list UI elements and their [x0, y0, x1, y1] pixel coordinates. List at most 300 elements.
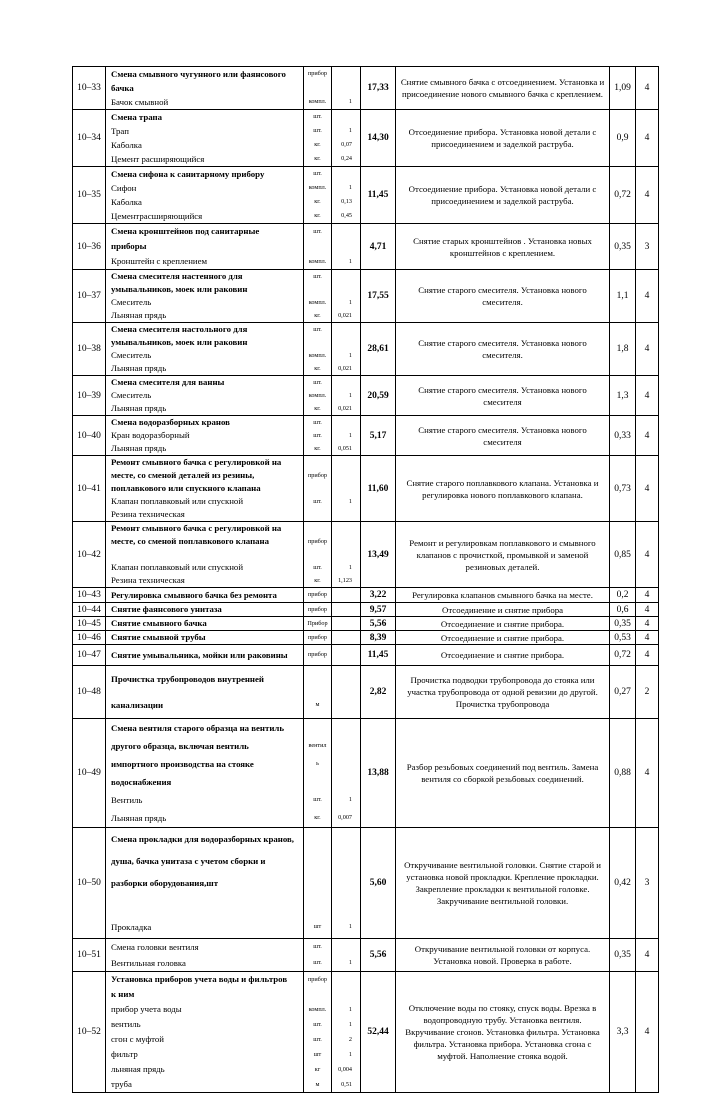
item-units: [304, 376, 332, 416]
quantity-value: [334, 469, 358, 482]
material-line: Льняная прядь: [111, 443, 167, 453]
item-units: [304, 631, 332, 645]
material-line: фильтр: [111, 1049, 138, 1059]
material-line: Льняная прядь: [111, 403, 167, 413]
item-units: [304, 939, 332, 972]
quantity-value: 0,13: [341, 198, 352, 205]
quantity-value: [334, 666, 358, 692]
work-title-line: Смена смесителя настольного для: [111, 324, 248, 334]
quantity-value: [334, 617, 358, 630]
item-name: [106, 456, 304, 522]
material-line: прибор учета воды: [111, 1004, 182, 1014]
item-quantities: [332, 270, 361, 323]
work-title-line: приборы: [111, 241, 147, 251]
quantity-value: 1: [348, 392, 352, 399]
item-coefficient: 0,35: [610, 617, 636, 631]
unit-value: кг.: [314, 312, 321, 319]
item-price: 3,22: [361, 588, 396, 603]
quantity-value: [334, 872, 358, 894]
item-code: 10–46: [73, 631, 106, 645]
unit-value: [306, 548, 329, 561]
unit-value: прибор: [307, 651, 328, 658]
item-description: Откручивание вентильной головки. Снятие старой и установка новой прокладки. Крепление прокладки. Закрепление прокладки к вентильной головке. Закручивание вентильной головки.: [396, 828, 610, 939]
work-title-line: Установка приборов учета воды и фильтров: [111, 974, 288, 984]
item-description: Отсоединение прибора. Установка новой детали с присоединением и заделкой раструба.: [396, 110, 610, 167]
unit-value: [306, 773, 329, 791]
unit-value: компл.: [308, 184, 327, 191]
work-title-line: Смена смесителя настенного для: [111, 271, 243, 281]
item-coefficient: 0,72: [610, 645, 636, 666]
unit-value: [306, 508, 329, 521]
item-price: 13,49: [361, 522, 396, 588]
material-line: вентиль: [111, 1019, 141, 1029]
unit-value: кг.: [314, 814, 321, 821]
table-row: [73, 167, 659, 224]
quantity-value: [334, 755, 358, 773]
item-code: 10–48: [73, 666, 106, 719]
item-code: 10–33: [73, 67, 106, 110]
item-units: [304, 828, 332, 939]
item-description: Отключение воды по стояку, спуск воды. Врезка в водопроводную трубу. Установка вентиля. Вкручивание сгонов. Установка фильтра. Установка фильтра. Установка прибора. Установка сгона с муфтой. Наполнение стояка водой.: [396, 972, 610, 1093]
item-name: [106, 666, 304, 719]
item-coefficient: 0,35: [610, 939, 636, 972]
unit-value: кг.: [314, 577, 321, 584]
unit-value: прибор: [307, 606, 328, 613]
item-description: Снятие смывного бачка с отсоединением. Установка и присоединение нового смывного бачка с креплением.: [396, 67, 610, 110]
unit-value: [306, 872, 329, 894]
item-coefficient: 0,42: [610, 828, 636, 939]
item-code: 10–51: [73, 939, 106, 972]
item-price: 14,30: [361, 110, 396, 167]
item-price: 9,57: [361, 603, 396, 617]
material-line: Кран водоразборный: [111, 430, 190, 440]
unit-value: прибор: [307, 472, 328, 479]
item-quantities: [332, 224, 361, 270]
unit-value: шт.: [313, 1021, 322, 1028]
work-title-line: Прочистка трубопроводов внутренней: [111, 674, 264, 684]
quantity-value: 1: [348, 184, 352, 191]
material-line: Льняная прядь: [111, 813, 167, 823]
item-coefficient: 0,6: [610, 603, 636, 617]
item-description: Снятие старого смесителя. Установка нового смесителя: [396, 416, 610, 456]
item-price: 11,45: [361, 645, 396, 666]
unit-value: м: [315, 701, 320, 708]
unit-value: ь: [316, 760, 319, 767]
unit-value: шт.: [313, 432, 322, 439]
quantity-value: 0,004: [338, 1066, 352, 1073]
quantity-value: 1: [348, 498, 352, 505]
item-quantities: [332, 972, 361, 1093]
unit-value: шт.: [313, 228, 322, 235]
item-units: [304, 588, 332, 603]
item-price: 2,82: [361, 666, 396, 719]
unit-value: кг.: [314, 365, 321, 372]
quantity-value: 1: [348, 1051, 352, 1058]
table-row: [73, 666, 659, 719]
unit-value: шт.: [313, 113, 322, 120]
item-quantities: [332, 376, 361, 416]
material-line: Каболка: [111, 140, 142, 150]
item-price: 5,17: [361, 416, 396, 456]
quantity-value: [334, 482, 358, 495]
table-row: [73, 972, 659, 1093]
item-grade: 4: [636, 972, 659, 1093]
quantity-value: [334, 548, 358, 561]
item-name: [106, 376, 304, 416]
work-title-line: Смена кронштейнов под санитарные: [111, 226, 260, 236]
quantity-value: [334, 167, 358, 181]
table-row: [73, 631, 659, 645]
unit-value: компл.: [308, 258, 327, 265]
table-row: [73, 645, 659, 666]
work-title-line: Снятие умывальника, мойки или раковины: [111, 650, 288, 660]
item-grade: 4: [636, 416, 659, 456]
table-row: [73, 323, 659, 376]
unit-value: [306, 239, 329, 254]
item-description: Прочистка подводки трубопровода до стояка или участка трубопровода от одной ревизии до другой. Прочистка трубопровода: [396, 666, 610, 719]
item-grade: 4: [636, 588, 659, 603]
item-grade: 4: [636, 167, 659, 224]
item-code: 10–52: [73, 972, 106, 1093]
work-title-line: Смена вентиля старого образца на вентиль: [111, 723, 284, 733]
item-code: 10–45: [73, 617, 106, 631]
item-name: [106, 828, 304, 939]
work-title-line: Снятие фаянсового унитаза: [111, 604, 222, 614]
table-row: [73, 376, 659, 416]
unit-value: [306, 666, 329, 692]
material-line: Смеситель: [111, 350, 152, 360]
unit-value: [306, 828, 329, 850]
work-title-line: Смена сифона к санитарному прибору: [111, 169, 265, 179]
material-line: льняная прядь: [111, 1064, 165, 1074]
quantity-value: [334, 224, 358, 239]
quantity-value: [334, 828, 358, 850]
work-title-line: Смена прокладки для водоразборных кранов,: [111, 834, 294, 844]
item-grade: 4: [636, 603, 659, 617]
quantity-value: 0,021: [338, 405, 352, 412]
unit-value: [306, 850, 329, 872]
quantity-value: 1: [348, 127, 352, 134]
unit-value: компл.: [308, 299, 327, 306]
item-quantities: [332, 323, 361, 376]
item-coefficient: 3,3: [610, 972, 636, 1093]
material-line: [108, 894, 301, 916]
item-name: [106, 645, 304, 666]
unit-value: [306, 283, 329, 296]
item-price: 4,71: [361, 224, 396, 270]
item-code: 10–42: [73, 522, 106, 588]
item-coefficient: 1,1: [610, 270, 636, 323]
item-description: Ремонт и регулировкам поплавкового и смывного клапанов с прочисткой, промывкой и заменой резиновых деталей.: [396, 522, 610, 588]
item-name: [106, 522, 304, 588]
table-row: [73, 110, 659, 167]
quantity-value: 0,51: [341, 1081, 352, 1088]
table-row: [73, 588, 659, 603]
quantity-value: 1: [348, 432, 352, 439]
quantity-value: 1: [348, 258, 352, 265]
item-coefficient: 0,33: [610, 416, 636, 456]
unit-value: [306, 336, 329, 349]
item-price: 11,60: [361, 456, 396, 522]
material-line: труба: [111, 1079, 132, 1089]
work-title-line: умывальников, моек или раковин: [111, 284, 248, 294]
item-quantities: [332, 617, 361, 631]
quantity-value: [334, 588, 358, 602]
item-price: 17,55: [361, 270, 396, 323]
work-title-line: Снятие смывной трубы: [111, 632, 206, 642]
quantity-value: [334, 81, 358, 95]
work-title-line: умывальников, моек или раковин: [111, 337, 248, 347]
item-grade: 2: [636, 666, 659, 719]
unit-value: прибор: [307, 634, 328, 641]
item-grade: 4: [636, 631, 659, 645]
unit-value: шт.: [313, 273, 322, 280]
item-price: 52,44: [361, 972, 396, 1093]
item-coefficient: 1,3: [610, 376, 636, 416]
item-description: Снятие старого смесителя. Установка нового смесителя.: [396, 270, 610, 323]
quantity-value: [334, 972, 358, 987]
item-units: [304, 456, 332, 522]
quantity-value: 0,24: [341, 155, 352, 162]
table-row: [73, 603, 659, 617]
item-price: 28,61: [361, 323, 396, 376]
quantity-value: [334, 67, 358, 81]
unit-value: шт.: [313, 1036, 322, 1043]
item-grade: 4: [636, 719, 659, 828]
quantity-value: 1: [348, 352, 352, 359]
quantity-value: 0,021: [338, 312, 352, 319]
unit-value: прибор: [307, 538, 328, 545]
quantity-value: [334, 603, 358, 616]
unit-value: шт.: [313, 796, 322, 803]
item-units: [304, 224, 332, 270]
item-quantities: [332, 167, 361, 224]
unit-value: Прибор: [307, 620, 328, 627]
item-units: [304, 972, 332, 1093]
item-grade: 4: [636, 110, 659, 167]
table-row: [73, 719, 659, 828]
quantity-value: 1: [348, 923, 352, 930]
item-units: [304, 110, 332, 167]
unit-value: кг.: [314, 155, 321, 162]
quantity-value: 1: [348, 299, 352, 306]
quantity-value: [334, 894, 358, 916]
item-name: [106, 603, 304, 617]
item-code: 10–44: [73, 603, 106, 617]
quantity-value: [334, 522, 358, 535]
item-description: Отсоединение прибора. Установка новой детали с присоединением и заделкой раструба.: [396, 167, 610, 224]
work-title-line: месте, со сменой деталей из резины,: [111, 470, 255, 480]
unit-value: шт.: [313, 326, 322, 333]
unit-value: прибор: [307, 70, 328, 77]
table-row: [73, 522, 659, 588]
item-description: Отсоединение и снятие прибора.: [396, 645, 610, 666]
item-units: [304, 522, 332, 588]
item-coefficient: 0,53: [610, 631, 636, 645]
unit-value: кг.: [314, 198, 321, 205]
item-description: Регулировка клапанов смывного бачка на месте.: [396, 588, 610, 603]
unit-value: шт: [313, 923, 322, 930]
material-line: Резина техническая: [111, 509, 185, 519]
unit-value: компл.: [308, 98, 327, 105]
item-grade: 4: [636, 939, 659, 972]
quantity-value: 1: [348, 959, 352, 966]
unit-value: шт.: [313, 379, 322, 386]
item-code: 10–50: [73, 828, 106, 939]
item-coefficient: 1,09: [610, 67, 636, 110]
item-quantities: [332, 110, 361, 167]
material-line: Каболка: [111, 197, 142, 207]
item-name: [106, 416, 304, 456]
unit-value: компл.: [308, 392, 327, 399]
material-line: Сифон: [111, 183, 137, 193]
material-line: Смеситель: [111, 390, 152, 400]
table-row: [73, 939, 659, 972]
item-description: Отсоединение и снятие прибора.: [396, 631, 610, 645]
quantity-value: 0,07: [341, 141, 352, 148]
item-code: 10–47: [73, 645, 106, 666]
unit-value: компл.: [308, 1006, 327, 1013]
work-title-line: месте, со сменой поплавкового клапана: [111, 536, 270, 546]
unit-value: [306, 894, 329, 916]
item-name: [106, 224, 304, 270]
quantity-value: [334, 939, 358, 955]
work-title-line: другого образца, включая вентиль: [111, 741, 249, 751]
work-title-line: к ним: [111, 989, 135, 999]
item-price: 8,39: [361, 631, 396, 645]
item-name: [106, 617, 304, 631]
item-units: [304, 666, 332, 719]
item-quantities: [332, 588, 361, 603]
material-line: Резина техническая: [111, 575, 185, 585]
item-grade: 4: [636, 617, 659, 631]
item-code: 10–37: [73, 270, 106, 323]
material-line: Клапан поплавковый или спускной: [111, 562, 244, 572]
work-title-line: бачка: [111, 83, 134, 93]
quantity-value: [334, 508, 358, 521]
unit-value: прибор: [307, 591, 328, 598]
item-code: 10–38: [73, 323, 106, 376]
quantity-value: [334, 270, 358, 283]
quantity-value: [334, 239, 358, 254]
quantity-value: 1: [348, 796, 352, 803]
quantity-value: [334, 850, 358, 872]
item-quantities: [332, 603, 361, 617]
item-price: 13,88: [361, 719, 396, 828]
item-code: 10–39: [73, 376, 106, 416]
item-code: 10–43: [73, 588, 106, 603]
item-name: [106, 323, 304, 376]
item-units: [304, 645, 332, 666]
quantity-value: [334, 535, 358, 548]
item-price: 20,59: [361, 376, 396, 416]
item-quantities: [332, 939, 361, 972]
quantity-value: [334, 323, 358, 336]
item-quantities: [332, 645, 361, 666]
unit-value: [306, 987, 329, 1002]
item-units: [304, 167, 332, 224]
material-line: Льняная прядь: [111, 363, 167, 373]
item-code: 10–35: [73, 167, 106, 224]
item-coefficient: 0,85: [610, 522, 636, 588]
item-description: Снятие старого поплавкового клапана. Установка и регулировка нового поплавкового клапана.: [396, 456, 610, 522]
item-quantities: [332, 522, 361, 588]
item-description: Отсоединение и снятие прибора.: [396, 617, 610, 631]
quantity-value: [334, 773, 358, 791]
item-coefficient: 1,8: [610, 323, 636, 376]
material-line: Кронштейн с креплением: [111, 256, 208, 266]
work-title-line: импортного производства на стояке: [111, 759, 254, 769]
item-name: [106, 972, 304, 1093]
material-line: Цементрасширяющийся: [111, 211, 203, 221]
unit-value: м: [315, 1081, 320, 1088]
item-price: 5,56: [361, 617, 396, 631]
item-description: Откручивание вентильной головки от корпуса. Установка новой. Проверка в работе.: [396, 939, 610, 972]
work-title-line: Смена смывного чугунного или фаянсового: [111, 69, 286, 79]
table-row: [73, 456, 659, 522]
unit-value: [306, 522, 329, 535]
work-title-line: душа, бачка унитаза с учетом сборки и: [111, 856, 266, 866]
unit-value: шт.: [313, 127, 322, 134]
item-description: Разбор резьбовых соединений под вентиль. Замена вентиля со сборкой резьбовых соединений.: [396, 719, 610, 828]
work-title-line: Смена водоразборных кранов: [111, 417, 230, 427]
unit-value: кг.: [314, 141, 321, 148]
unit-value: вентил: [308, 742, 327, 749]
item-coefficient: 0,9: [610, 110, 636, 167]
work-title-line: поплавкового или спускного клапана: [111, 483, 261, 493]
item-grade: 4: [636, 376, 659, 416]
unit-value: кг.: [314, 212, 321, 219]
work-title-line: разборки оборудования,шт: [111, 878, 219, 888]
table-row: [73, 224, 659, 270]
unit-value: шт.: [313, 498, 322, 505]
quantity-value: [334, 283, 358, 296]
item-grade: 4: [636, 522, 659, 588]
table-row: [73, 270, 659, 323]
work-title-line: канализации: [111, 700, 164, 710]
work-title-line: водоснабжения: [111, 777, 172, 787]
item-coefficient: 0,88: [610, 719, 636, 828]
material-line: Смена головки вентиля: [111, 942, 199, 952]
quantity-value: 1: [348, 1006, 352, 1013]
item-quantities: [332, 631, 361, 645]
unit-value: шт.: [313, 170, 322, 177]
quantity-value: [334, 416, 358, 429]
work-title-line: Регулировка смывного бачка без ремонта: [111, 590, 277, 600]
item-name: [106, 719, 304, 828]
unit-value: шт.: [313, 943, 322, 950]
material-line: сгон с муфтой: [111, 1034, 164, 1044]
price-table: [72, 66, 659, 1093]
item-coefficient: 0,35: [610, 224, 636, 270]
item-name: [106, 67, 304, 110]
item-quantities: [332, 719, 361, 828]
item-name: [106, 270, 304, 323]
work-title-line: Ремонт смывного бачка с регулировкой на: [111, 457, 282, 467]
item-name: [106, 631, 304, 645]
quantity-value: 1: [348, 564, 352, 571]
item-code: 10–36: [73, 224, 106, 270]
quantity-value: [334, 376, 358, 389]
item-description: Снятие старого смесителя. Установка нового смесителя.: [396, 323, 610, 376]
table-row: [73, 617, 659, 631]
item-units: [304, 617, 332, 631]
material-line: Льняная прядь: [111, 310, 167, 320]
table-row: [73, 67, 659, 110]
item-units: [304, 270, 332, 323]
quantity-value: [334, 456, 358, 469]
quantity-value: [334, 631, 358, 644]
